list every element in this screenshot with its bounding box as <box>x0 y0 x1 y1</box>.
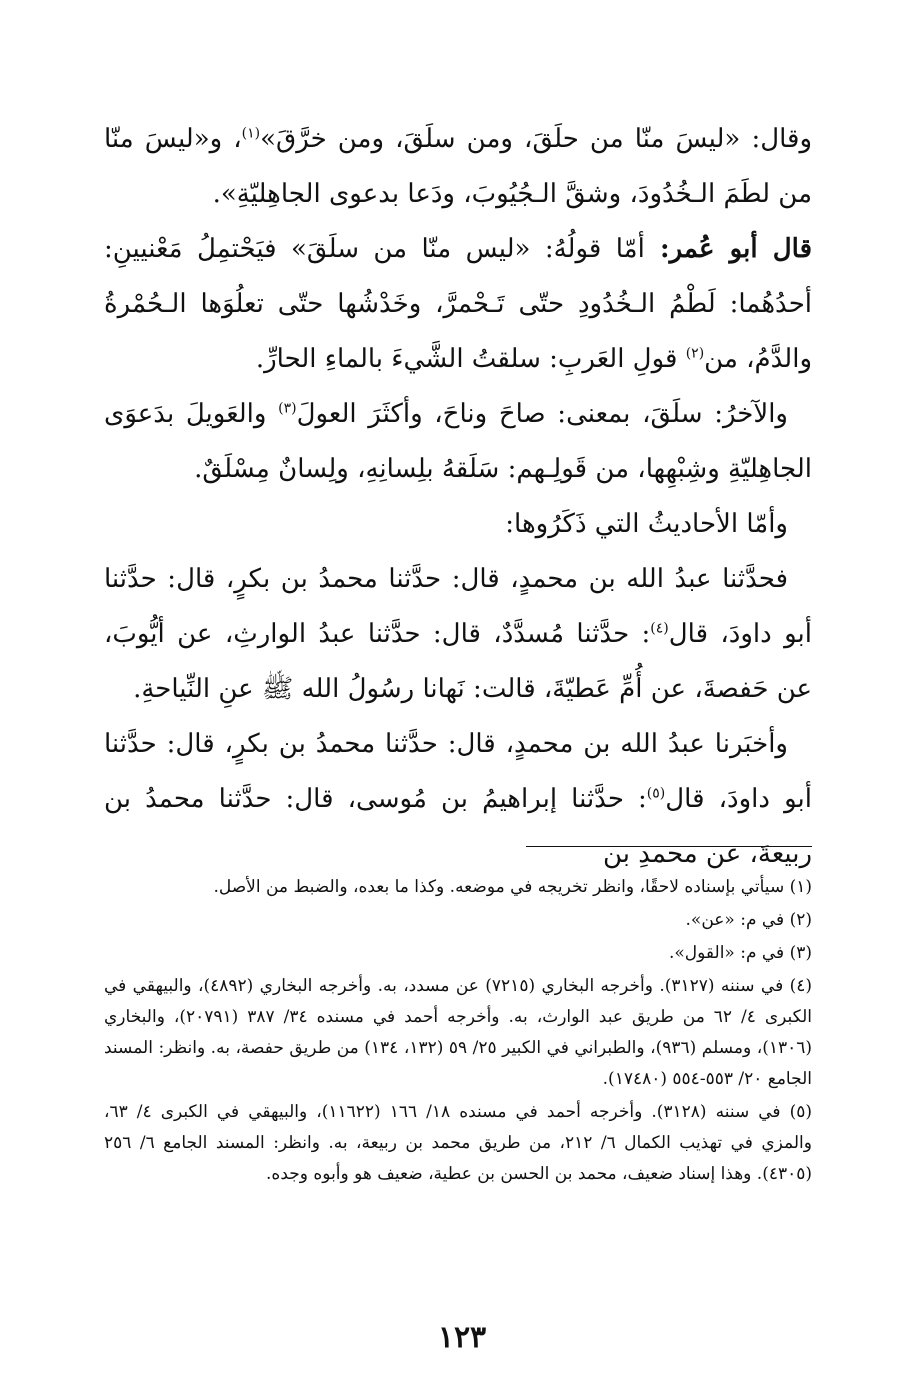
p6-text-a: وأخبَرنا عبدُ الله بن محمدٍ، قال: حدَّثنا محمدُ بن بكرٍ، قال: حدَّثنا أبو داودَ، قال <box>104 729 812 814</box>
footnote-ref-3[interactable]: (٣) <box>278 400 297 417</box>
paragraph-3 <box>104 387 812 497</box>
footnote-3: (٣) في م: «القول». <box>668 943 812 963</box>
p2-text-a: أمّا قولُهُ: «ليس منّا من سلَقَ» فيَحْتمِلُ مَعْنيينِ: أحدُهُما: لَطْمُ الـخُدُودِ حتّى تَـحْمرَّ، وخَدْشُها حتّى تعلُوَها الـحُمْرةُ والدَّمُ، من <box>104 234 812 374</box>
paragraph-4 <box>104 497 812 552</box>
p5-text-b: : حدَّثنا مُسدَّدٌ، قال: حدَّثنا عبدُ الوارثِ، عن أيُّوبَ، عن حَفصةَ، عن أُمِّ عَطيّةَ، قالت: نَهانا رسُولُ الله ﷺ عنِ النِّياحةِ. <box>104 619 812 704</box>
footnote-2: (٢) في م: «عن». <box>685 910 812 930</box>
p2-text-b: قولِ العَربِ: سلقتُ الشَّيءَ بالماءِ الحارِّ. <box>255 344 686 374</box>
footnote-ref-4[interactable]: (٤) <box>650 620 669 637</box>
p5-text-a: فحدَّثنا عبدُ الله بن محمدٍ، قال: حدَّثنا محمدُ بن بكرٍ، قال: حدَّثنا أبو داودَ، قال <box>104 564 812 649</box>
footnote-divider <box>526 846 812 847</box>
p3-text-a: والآخرُ: سلَقَ، بمعنى: صاحَ وناحَ، وأكثَرَ العولَ <box>296 399 788 429</box>
p4-text: وأمّا الأحاديثُ التي ذَكَرُوها: <box>505 509 788 539</box>
footnote-4: (٤) في سننه (٣١٢٧). وأخرجه البخاري (٧٢١٥) عن مسدد، به. وأخرجه البخاري (٤٨٩٢)، والبيهقي في الكبرى ٤/ ٦٢ من طريق عبد الوارث، به. وأخرجه أحمد في مسنده ٣٤/ ٣٨٧ (٢٠٧٩١)، والبخاري (١٣٠٦)، ومسلم (٩٣٦)، والطبراني في الكبير ٢٥/ ٥٩ (١٣٢، ١٣٤) من طريق حفصة، به. وانظر: المسند الجامع ٢٠/ ٥٥٣-٥٥٤ (١٧٤٨٠). <box>104 976 813 1089</box>
p2-heading: قال أبو عُمر: <box>644 234 812 264</box>
footnotes <box>104 872 812 1192</box>
footnote-1: (١) سيأتي بإسناده لاحقًا، وانظر تخريجه في موضعه. وكذا ما بعده، والضبط من الأصل. <box>213 877 812 897</box>
main-text <box>104 112 812 882</box>
footnote-5: (٥) في سننه (٣١٢٨). وأخرجه أحمد في مسنده ١٨/ ١٦٦ (١١٦٢٢)، والبيهقي في الكبرى ٤/ ٦٣، والمزي في تهذيب الكمال ٦/ ٢١٢، من طريق محمد بن ربيعة، به. وانظر: المسند الجامع ٦/ ٢٥٦ (٤٣٠٥). وهذا إسناد ضعيف، محمد بن الحسن بن عطية، ضعيف هو وأبوه وجده. <box>104 1102 813 1184</box>
paragraph-1 <box>104 112 812 222</box>
paragraph-6 <box>104 717 812 882</box>
paragraph-5 <box>104 552 812 717</box>
p3-text-b: والعَويلَ بدَعوَى الجاهِليّةِ وشِبْهِها، من قَولِـهم: سَلَقهُ بلِسانِهِ، ولِسانٌ مِسْلَقٌ. <box>104 399 812 484</box>
p6-text-b: : حدَّثنا إبراهيمُ بن مُوسى، قال: حدَّثنا محمدُ بن ربيعةَ، عن محمدِ بن <box>104 784 812 869</box>
footnote-ref-1[interactable]: (١) <box>241 125 261 142</box>
paragraph-2 <box>104 222 812 387</box>
p1-text-b: ، و«ليسَ منّا من لطَمَ الـخُدُودَ، وشقَّ الـجُيُوبَ، ودَعا بدعوى الجاهِليّةِ». <box>104 124 812 209</box>
footnote-ref-2[interactable]: (٢) <box>685 345 705 362</box>
page-number: ١٢٣ <box>437 1320 487 1355</box>
footnote-ref-5[interactable]: (٥) <box>646 785 666 802</box>
p1-text-a: وقال: «ليسَ منّا من حلَقَ، ومن سلَقَ، ومن خرَّقَ» <box>260 124 812 154</box>
